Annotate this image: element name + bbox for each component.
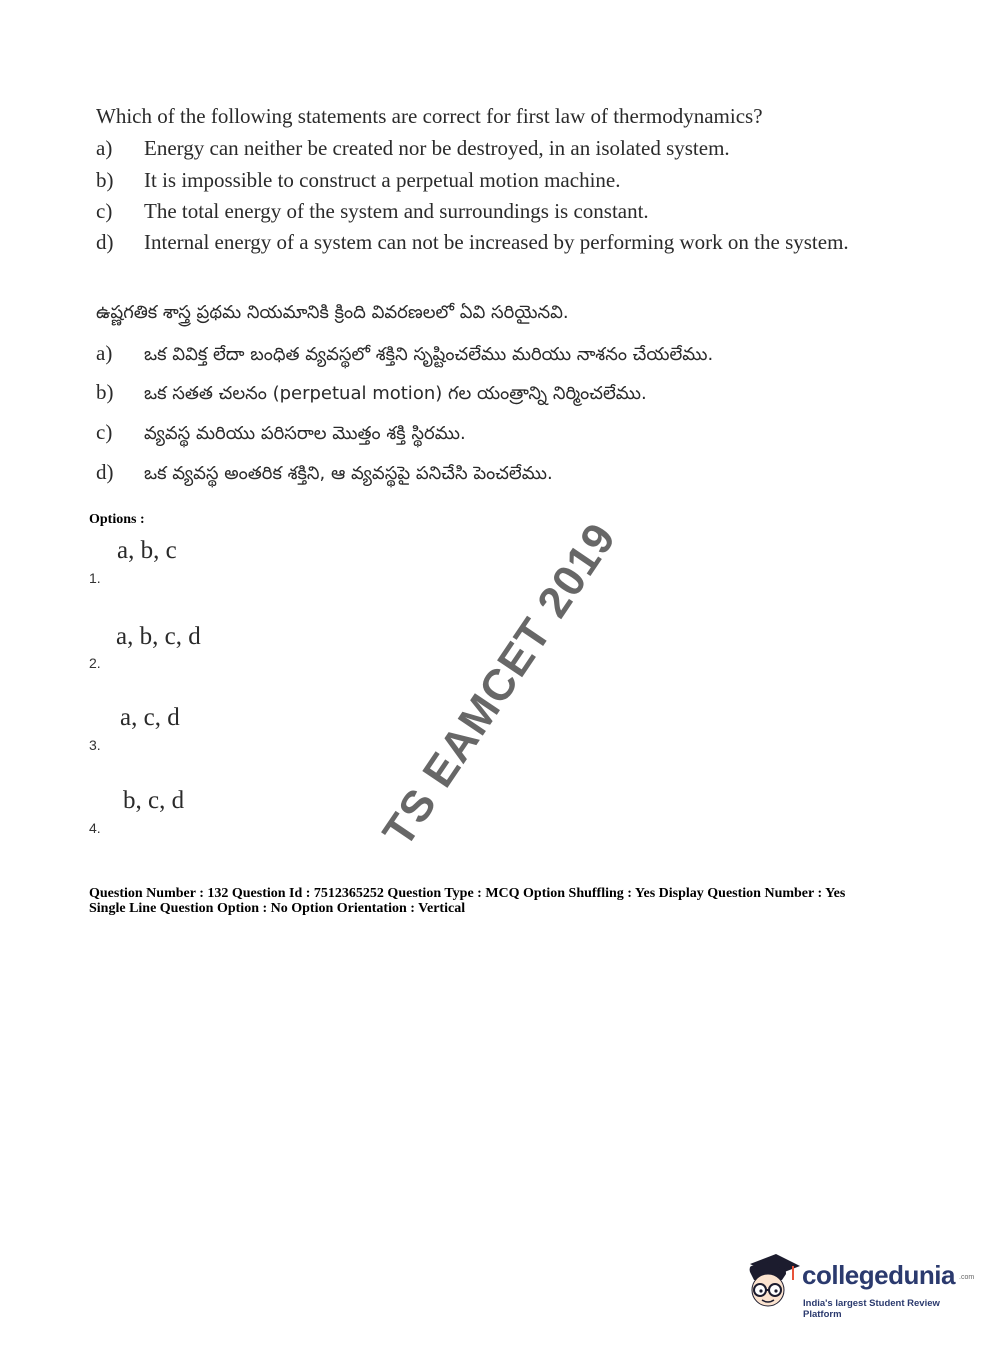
statement-a-telugu [96,340,713,368]
option-4-text[interactable]: b, c, d [123,787,185,814]
statement-b-english [96,167,620,193]
option-1-text[interactable]: a, b, c [117,537,177,564]
statement-d-english [96,229,849,255]
statement-label: a) [96,341,113,365]
metadata-line-1: Question Number : 132 Question Id : 7512365252 Question Type : MCQ Option Shuffling : Yes Display Question Number : Yes [89,886,846,901]
statement-b-telugu [96,379,647,407]
option-4-number: 4. [89,820,101,836]
statement-label: b) [96,380,114,404]
option-2-text[interactable]: a, b, c, d [116,623,201,650]
watermark: TS EAMCET 2019 [373,514,626,856]
statement-text: వ్యవస్థ మరియు పరిసరాల మొత్తం శక్తి స్థిరము. [144,423,466,444]
logo-brand-text: collegedunia [802,1260,955,1290]
statement-a-english [96,135,730,161]
statement-text: ఒక వివిక్త లేదా బంధిత వ్యవస్థలో శక్తిని సృష్టించలేము మరియు నాశనం చేయలేము. [144,344,714,365]
logo-tagline: India's largest Student Review Platform [803,1298,940,1320]
question-metadata [89,886,845,916]
statement-c-english [96,198,649,224]
collegedunia-logo[interactable] [742,1250,975,1320]
option-1-number: 1. [89,570,101,586]
statement-text: Energy can neither be created nor be destroyed, in an isolated system. [144,136,730,160]
statement-text: ఒక వ్యవస్థ అంతరిక శక్తిని, ఆ వ్యవస్థపై పనిచేసి పెంచలేము. [144,463,553,484]
question-text-english: Which of the following statements are correct for first law of thermodynamics? [96,104,763,128]
logo-domain-suffix: .com [959,1274,975,1281]
option-3-number: 3. [89,737,101,753]
statement-label: c) [96,420,113,444]
statement-label: b) [96,168,114,192]
statement-d-telugu [96,459,553,487]
statement-text: The total energy of the system and surroundings is constant. [144,199,649,223]
metadata-line-2: Single Line Question Option : No Option Orientation : Vertical [89,901,466,916]
statement-label: c) [96,199,113,223]
mascot-icon [742,1250,802,1312]
statement-text: Internal energy of a system can not be increased by performing work on the system. [144,230,849,254]
options-title: Options : [89,512,145,527]
statement-text: ఒక సతత చలనం (perpetual motion) గల యంత్రాన్ని నిర్మించలేము. [144,383,647,404]
option-3-text[interactable]: a, c, d [120,704,180,731]
statement-label: a) [96,136,113,160]
statement-label: d) [96,230,114,254]
statement-label: d) [96,460,114,484]
statement-text: It is impossible to construct a perpetual motion machine. [144,168,621,192]
question-text-telugu: ఉష్ణగతిక శాస్త్ర ప్రథమ నియమానికి క్రింది వివరణలలో ఏవి సరియైనవి. [96,302,569,323]
option-2-number: 2. [89,655,101,671]
statement-c-telugu [96,419,466,447]
